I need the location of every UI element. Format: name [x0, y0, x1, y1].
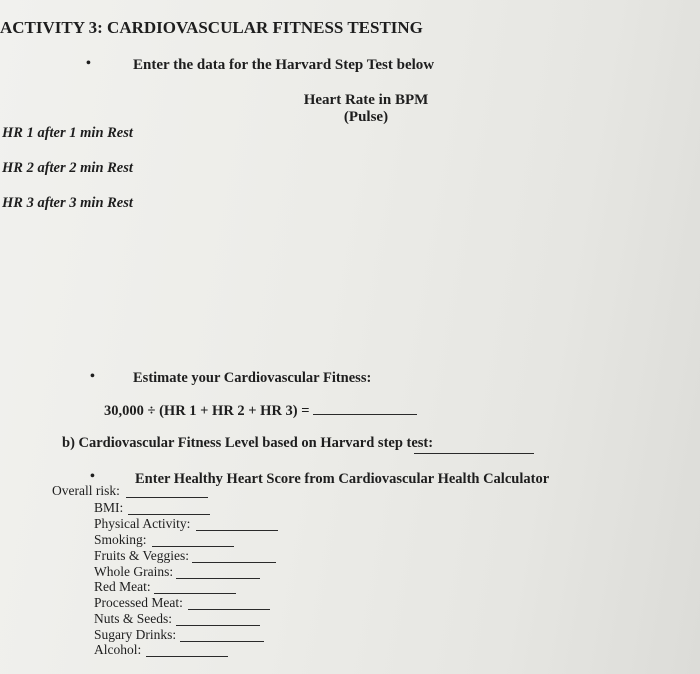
fitness-formula-text: 30,000 ÷ (HR 1 + HR 2 + HR 3) = [104, 403, 310, 419]
hr-row-3-label: HR 3 after 3 min Rest [2, 195, 133, 211]
fitness-level-label: b) Cardiovascular Fitness Level based on Harvard step test: [62, 435, 434, 451]
overall-risk-label: Overall risk: [52, 483, 120, 498]
risk-smoking-blank[interactable] [152, 546, 234, 547]
hr-row-2-label: HR 2 after 2 min Rest [2, 160, 133, 176]
risk-whole-grains-blank[interactable] [176, 578, 260, 579]
risk-fruits-veggies-label: Fruits & Veggies: [94, 548, 190, 563]
risk-alcohol-label: Alcohol: [94, 642, 142, 657]
risk-nuts-seeds-label: Nuts & Seeds: [94, 611, 173, 626]
risk-sugary-drinks-label: Sugary Drinks: [94, 627, 177, 642]
risk-sugary-drinks-blank[interactable] [180, 641, 264, 642]
risk-red-meat-blank[interactable] [154, 593, 236, 594]
instruction-enter-data: Enter the data for the Harvard Step Test below [133, 57, 435, 73]
risk-red-meat-label: Red Meat: [94, 579, 151, 594]
overall-risk-blank[interactable] [126, 497, 208, 498]
risk-nuts-seeds-blank[interactable] [176, 625, 260, 626]
risk-physical-activity-label: Physical Activity: [94, 516, 191, 531]
risk-smoking-label: Smoking: [94, 532, 147, 547]
heart-rate-header-line2: (Pulse) [343, 109, 389, 125]
risk-processed-meat-blank[interactable] [188, 609, 270, 610]
hr-row-1-label: HR 1 after 1 min Rest [2, 125, 133, 141]
risk-physical-activity-blank[interactable] [196, 530, 278, 531]
bullet-enter-data: • [86, 56, 91, 71]
risk-whole-grains-label: Whole Grains: [94, 564, 174, 579]
fitness-result-blank[interactable] [313, 402, 417, 415]
risk-processed-meat-label: Processed Meat: [94, 595, 183, 610]
heart-rate-header [300, 92, 432, 126]
bullet-healthy-heart: • [90, 469, 95, 484]
risk-bmi-blank[interactable] [128, 514, 210, 515]
healthy-heart-heading: Enter Healthy Heart Score from Cardiovascular Health Calculator [135, 471, 550, 487]
activity-title: ACTIVITY 3: CARDIOVASCULAR FITNESS TESTING [0, 18, 423, 37]
fitness-formula [104, 402, 417, 420]
estimate-heading: Estimate your Cardiovascular Fitness: [133, 370, 372, 386]
fitness-level-blank[interactable] [414, 453, 534, 454]
risk-alcohol-blank[interactable] [146, 656, 228, 657]
risk-bmi-label: BMI: [94, 500, 124, 515]
heart-rate-header-line1: Heart Rate in BPM [303, 92, 429, 108]
bullet-estimate: • [90, 369, 95, 384]
risk-fruits-veggies-blank[interactable] [192, 562, 276, 563]
fitness-level-line [62, 435, 433, 452]
